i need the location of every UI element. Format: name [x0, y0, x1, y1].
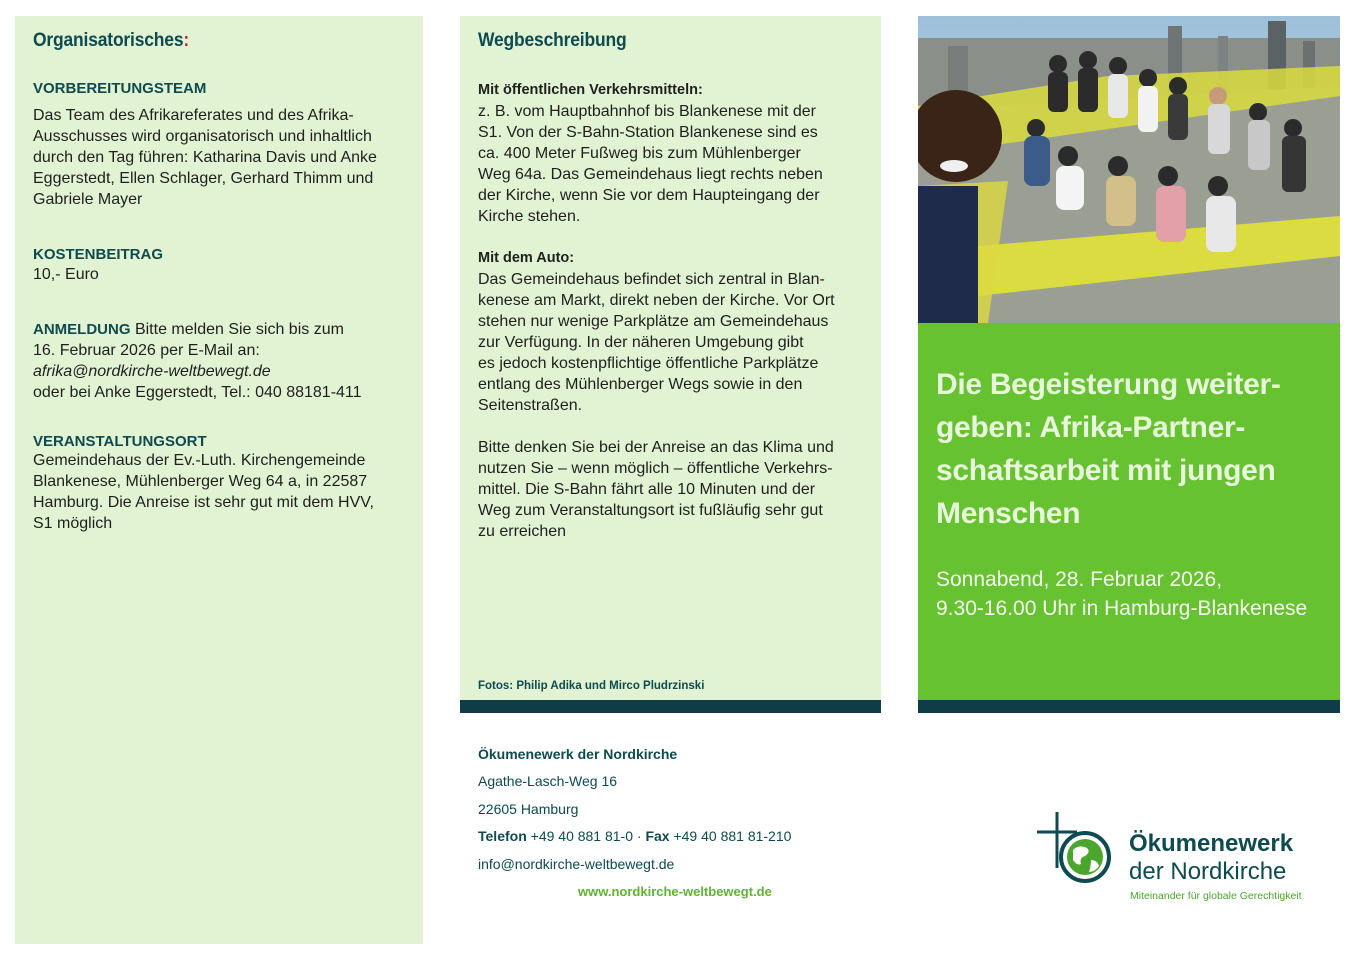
directions-panel [460, 16, 881, 700]
organisational-heading: Organisatorisches: [33, 30, 190, 51]
address-email-link[interactable]: info@nordkirche-weltbewegt.de [478, 856, 675, 872]
registration-text: oder bei Anke Eggerstedt, Tel.: 040 88181-411 [33, 384, 362, 401]
directions-heading: Wegbeschreibung [478, 30, 627, 51]
climate-line: mittel. Die S-Bahn fährt alle 10 Minuten und der [478, 481, 816, 498]
logo-tagline: Miteinander für globale Gerechtigkeit [1130, 890, 1302, 902]
cover-panel [918, 323, 1340, 700]
car-line: Das Gemeindehaus befindet sich zentral in Blan- [478, 271, 825, 288]
climate-section [478, 437, 869, 542]
team-title: VORBEREITUNGSTEAM [33, 80, 207, 97]
cost-text: 10,- Euro [33, 266, 99, 283]
logo-subname: der Nordkirche [1129, 858, 1287, 885]
address-street: Agathe-Lasch-Weg 16 [478, 773, 618, 789]
car-section [478, 248, 869, 416]
team-line: Ausschusses wird organisatorisch und inhaltlich [33, 128, 372, 145]
climate-line: Bitte denken Sie bei der Anreise an das Klima und [478, 439, 834, 456]
address-org: Ökumenewerk der Nordkirche [478, 746, 678, 762]
venue-line: Gemeindehaus der Ev.-Luth. Kirchengemeinde [33, 452, 366, 469]
public-transport-title: Mit öffentlichen Verkehrsmitteln: [478, 82, 703, 98]
registration-text: Bitte melden Sie sich bis zum [130, 321, 344, 338]
public-transport-line: z. B. vom Hauptbahnhof bis Blankenese mit der [478, 103, 816, 120]
photo-credit: Fotos: Philip Adika und Mirco Pludrzinski [478, 680, 705, 692]
registration-title: ANMELDUNG [33, 321, 131, 338]
public-transport-line: ca. 400 Meter Fußweg bis zum Mühlenberger [478, 145, 801, 162]
cover-title-line: Die Begeisterung weiter- [936, 368, 1281, 401]
address-phone: Telefon +49 40 881 81-0 · Fax +49 40 881 81-210 [478, 828, 792, 844]
team-line: Gabriele Mayer [33, 191, 143, 208]
oekumenewerk-logo [1033, 810, 1333, 910]
venue-line: S1 möglich [33, 515, 113, 532]
cross-globe-icon [1033, 810, 1123, 900]
public-transport-line: Weg 64a. Das Gemeindehaus liegt rechts neben [478, 166, 823, 183]
registration-section [33, 319, 413, 403]
car-line: zur Verfügung. In der näheren Umgebung gibt [478, 334, 804, 351]
car-title: Mit dem Auto: [478, 250, 575, 266]
footer-bar [460, 700, 881, 713]
car-line: entlang des Mühlenberger Wegs sowie in den [478, 376, 803, 393]
public-transport-section [478, 80, 869, 227]
team-section [33, 80, 413, 210]
team-line: Das Team des Afrikareferates und des Afrika- [33, 107, 354, 124]
event-time-place: 9.30-16.00 Uhr in Hamburg-Blankenese [936, 597, 1308, 620]
venue-line: Blankenese, Mühlenberger Weg 64 a, in 22587 [33, 473, 368, 490]
climate-line: zu erreichen [478, 523, 567, 540]
venue-title: VERANSTALTUNGSORT [33, 433, 207, 450]
cover-title-line: Menschen [936, 497, 1081, 530]
team-line: durch den Tag führen: Katharina Davis und Anke [33, 149, 377, 166]
public-transport-line: Kirche stehen. [478, 208, 581, 225]
climate-line: nutzen Sie – wenn möglich – öffentliche Verkehrs- [478, 460, 833, 477]
website-link[interactable]: www.nordkirche-weltbewegt.de [578, 884, 772, 899]
venue-line: Hamburg. Die Anreise ist sehr gut mit dem HVV, [33, 494, 374, 511]
logo-name: Ökumenewerk [1129, 830, 1294, 857]
cover-title-line: schaftsarbeit mit jungen [936, 454, 1276, 487]
car-line: es jedoch kostenpflichtige öffentliche Parkplätze [478, 355, 819, 372]
cover-title-line: geben: Afrika-Partner- [936, 411, 1246, 444]
group-photo [918, 16, 1340, 323]
cost-title: KOSTENBEITRAG [33, 246, 164, 263]
event-date: Sonnabend, 28. Februar 2026, [936, 568, 1223, 591]
group-photo-image [918, 16, 1340, 323]
public-transport-line: der Kirche, wenn Sie vor dem Haupteingang der [478, 187, 820, 204]
team-line: Eggerstedt, Ellen Schlager, Gerhard Thimm und [33, 170, 374, 187]
address-city: 22605 Hamburg [478, 801, 579, 817]
cost-section [33, 246, 413, 285]
public-transport-line: S1. Von der S-Bahn-Station Blankenese sind es [478, 124, 818, 141]
car-line: stehen nur wenige Parkplätze am Gemeindehaus [478, 313, 829, 330]
venue-section [33, 433, 413, 534]
cover-footer-bar [918, 700, 1340, 713]
registration-text: 16. Februar 2026 per E-Mail an: [33, 342, 260, 359]
climate-line: Weg zum Veranstaltungsort ist fußläufig sehr gut [478, 502, 823, 519]
organisational-panel [15, 16, 423, 944]
car-line: kenese am Markt, direkt neben der Kirche. Vor Ort [478, 292, 835, 309]
car-line: Seitenstraßen. [478, 397, 583, 414]
registration-email-link[interactable]: afrika@nordkirche-weltbewegt.de [33, 363, 271, 380]
